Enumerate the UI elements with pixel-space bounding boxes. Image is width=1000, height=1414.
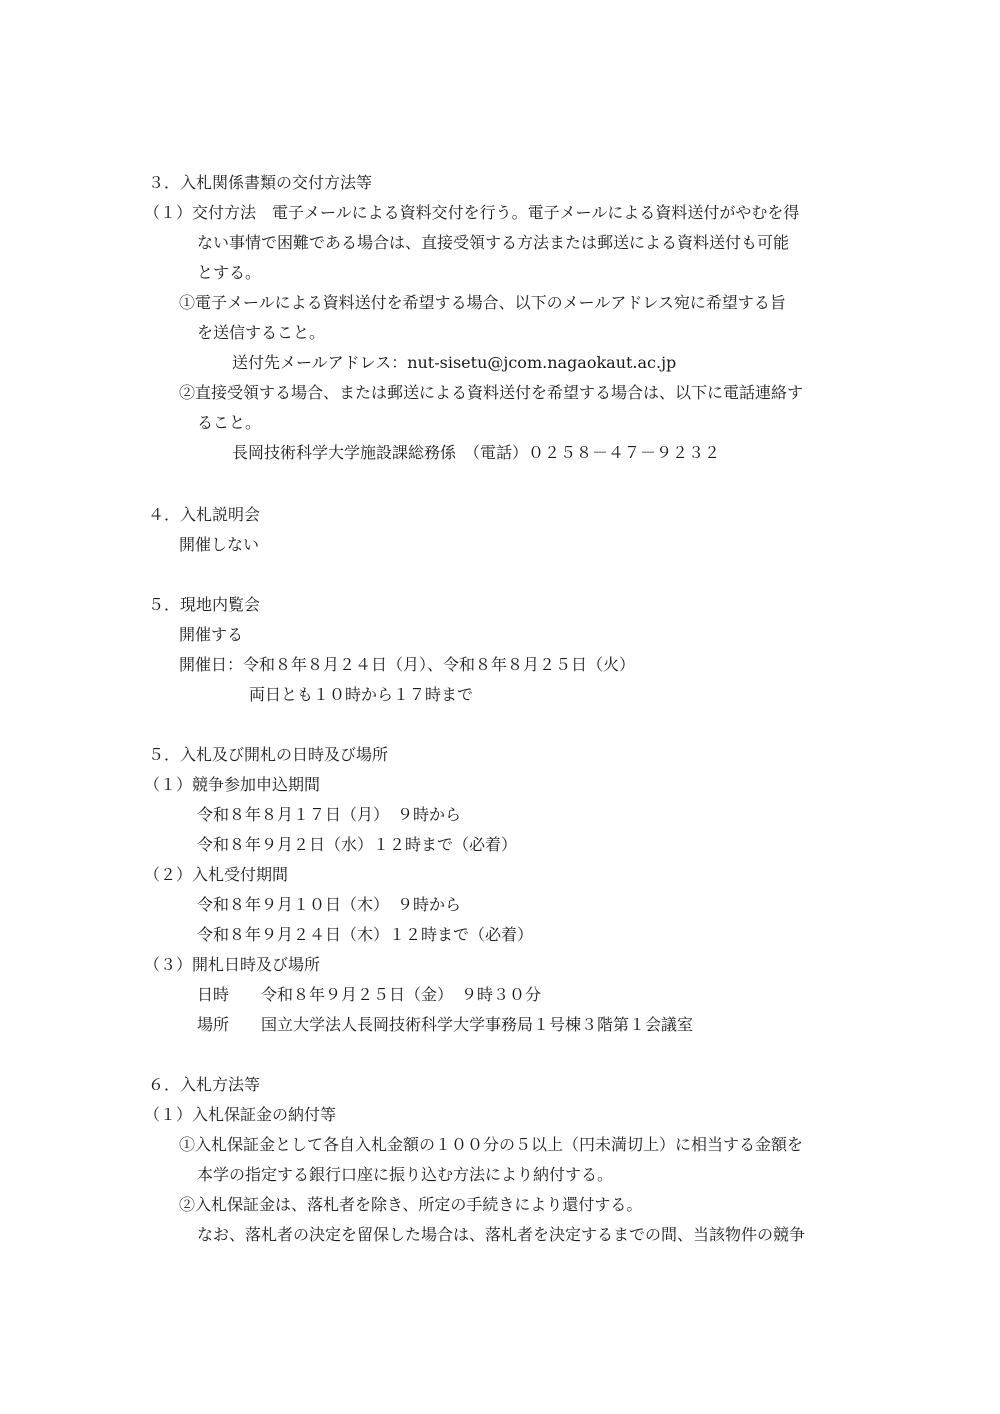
section-5b-heading: ５．入札及び開札の日時及び場所	[148, 745, 389, 764]
phone-contact-line: 長岡技術科学大学施設課総務係 （電話）０２５８－４７－９２３２	[232, 443, 721, 462]
section-6-sub-2-line-2: なお、落札者の決定を留保した場合は、落札者を決定するまでの間、当該物件の競争	[197, 1225, 806, 1244]
section-4-heading: ４．入札説明会	[148, 505, 261, 524]
section-5b-item-1-title: （１）競争参加申込期間	[144, 775, 321, 794]
email-address-line: 送付先メールアドレス：nut-sisetu@jcom.nagaokaut.ac.jp	[232, 353, 677, 372]
section-3-item-1-line-1: （１）交付方法 電子メールによる資料交付を行う。電子メールによる資料送付がやむを得	[144, 203, 800, 222]
section-4-body: 開催しない	[179, 535, 260, 554]
section-3-sub-1-line-1: ①電子メールによる資料送付を希望する場合、以下のメールアドレス宛に希望する旨	[179, 293, 786, 312]
section-6-sub-2-line-1: ②入札保証金は、落札者を除き、所定の手続きにより還付する。	[179, 1195, 643, 1214]
section-5b-item-1-start: 令和８年８月１７日（月） ９時から	[197, 805, 462, 824]
section-3-heading: ３．入札関係書類の交付方法等	[148, 173, 373, 192]
section-3-item-1-line-2: ない事情で困難である場合は、直接受領する方法または郵送による資料送付も可能	[197, 233, 790, 252]
section-3-item-1-line-3: とする。	[197, 263, 262, 282]
section-5b-item-3-place: 場所 国立大学法人長岡技術科学大学事務局１号棟３階第１会議室	[197, 1015, 694, 1034]
section-5b-item-2-end: 令和８年９月２４日（木）１２時まで（必着）	[197, 925, 534, 944]
section-6-heading: ６．入札方法等	[148, 1075, 261, 1094]
section-6-sub-1-line-2: 本学の指定する銀行口座に振り込む方法により納付する。	[197, 1165, 614, 1184]
section-5b-item-2-start: 令和８年９月１０日（木） ９時から	[197, 895, 462, 914]
section-6-item-1-title: （１）入札保証金の納付等	[144, 1105, 337, 1124]
section-5a-heading: ５．現地内覧会	[148, 595, 261, 614]
section-5b-item-3-title: （３）開札日時及び場所	[144, 955, 321, 974]
section-5b-item-3-datetime: 日時 令和８年９月２５日（金） ９時３０分	[197, 985, 542, 1004]
section-3-sub-2-line-2: ること。	[197, 413, 262, 432]
section-5b-item-2-title: （２）入札受付期間	[144, 865, 289, 884]
section-5a-body: 開催する	[179, 625, 244, 644]
section-5b-item-1-end: 令和８年９月２日（水）１２時まで（必着）	[197, 835, 518, 854]
section-6-sub-1-line-1: ①入札保証金として各自入札金額の１００分の５以上（円未満切上）に相当する金額を	[179, 1135, 804, 1154]
section-3-sub-2-line-1: ②直接受領する場合、または郵送による資料送付を希望する場合は、以下に電話連絡す	[179, 383, 804, 402]
section-5a-hours: 両日とも１０時から１７時まで	[249, 685, 474, 704]
section-5a-dates: 開催日：令和８年８月２４日（月）、令和８年８月２５日（火）	[179, 655, 636, 674]
section-3-sub-1-line-2: を送信すること。	[197, 323, 326, 342]
